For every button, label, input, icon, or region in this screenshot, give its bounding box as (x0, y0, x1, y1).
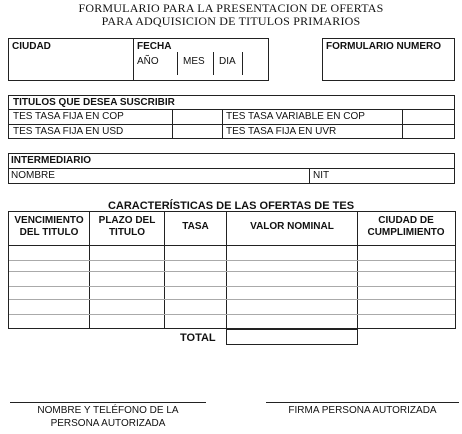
ciudad-label: CIUDAD (12, 41, 51, 52)
option-tes-fija-uvr: TES TASA FIJA EN UVR (226, 126, 337, 137)
formulario-numero-label: FORMULARIO NUMERO (326, 41, 441, 52)
checkbox-tes-fija-usd[interactable] (174, 126, 220, 137)
col-header-ciudad-cumplimiento: CIUDAD DE CUMPLIMIENTO (367, 215, 445, 238)
col-header-vencimiento: VENCIMIENTO DEL TITULO (14, 215, 84, 238)
ofertas-heading: CARACTERÍSTICAS DE LAS OFERTAS DE TES (107, 200, 355, 212)
ano-label: AÑO (137, 56, 159, 67)
divider (177, 52, 178, 75)
table-row[interactable] (9, 286, 455, 287)
persona-autorizada-label: PERSONA AUTORIZADA (50, 418, 166, 429)
divider (402, 109, 403, 139)
col-header-tasa: TASA (182, 221, 209, 232)
nit-field[interactable] (330, 169, 453, 183)
column-divider (357, 211, 358, 329)
divider (242, 52, 243, 75)
table-row[interactable] (9, 260, 455, 261)
divider (213, 52, 214, 75)
signature-line-right (266, 402, 459, 403)
nombre-telefono-label: NOMBRE Y TELÉFONO DE LA (37, 405, 179, 416)
option-tes-fija-cop: TES TASA FIJA EN COP (13, 111, 124, 122)
fecha-label: FECHA (137, 41, 172, 52)
form-title-line1: FORMULARIO PARA LA PRESENTACION DE OFERTAS (78, 1, 384, 15)
titulos-heading: TITULOS QUE DESEA SUSCRIBIR (13, 97, 175, 108)
col-header-plazo: PLAZO DEL TITULO (98, 215, 156, 238)
total-label: TOTAL (180, 332, 216, 344)
table-header-divider (8, 245, 456, 246)
total-field[interactable] (226, 329, 358, 345)
mes-label: MES (183, 56, 205, 67)
table-row[interactable] (9, 299, 455, 300)
col-header-valor-nominal: VALOR NOMINAL (250, 221, 334, 232)
nombre-field[interactable] (60, 169, 307, 183)
firma-persona-autorizada-label: FIRMA PERSONA AUTORIZADA (288, 405, 437, 416)
checkbox-tes-fija-uvr[interactable] (404, 126, 453, 137)
divider (172, 109, 173, 139)
nombre-label: NOMBRE (11, 170, 55, 181)
divider (222, 109, 223, 139)
table-row[interactable] (9, 314, 455, 315)
option-tes-fija-usd: TES TASA FIJA EN USD (13, 126, 124, 137)
divider (8, 124, 455, 125)
option-tes-variable-cop: TES TASA VARIABLE EN COP (226, 111, 365, 122)
dia-label: DIA (219, 56, 236, 67)
divider (309, 168, 310, 184)
form-title-line2: PARA ADQUISICION DE TITULOS PRIMARIOS (101, 14, 361, 28)
divider (133, 38, 134, 81)
checkbox-tes-variable-cop[interactable] (404, 111, 453, 122)
nit-label: NIT (313, 170, 330, 181)
divider (8, 109, 455, 110)
table-row[interactable] (9, 271, 455, 272)
signature-line-left (10, 402, 206, 403)
checkbox-tes-fija-cop[interactable] (174, 111, 220, 122)
intermediario-heading: INTERMEDIARIO (11, 155, 91, 166)
